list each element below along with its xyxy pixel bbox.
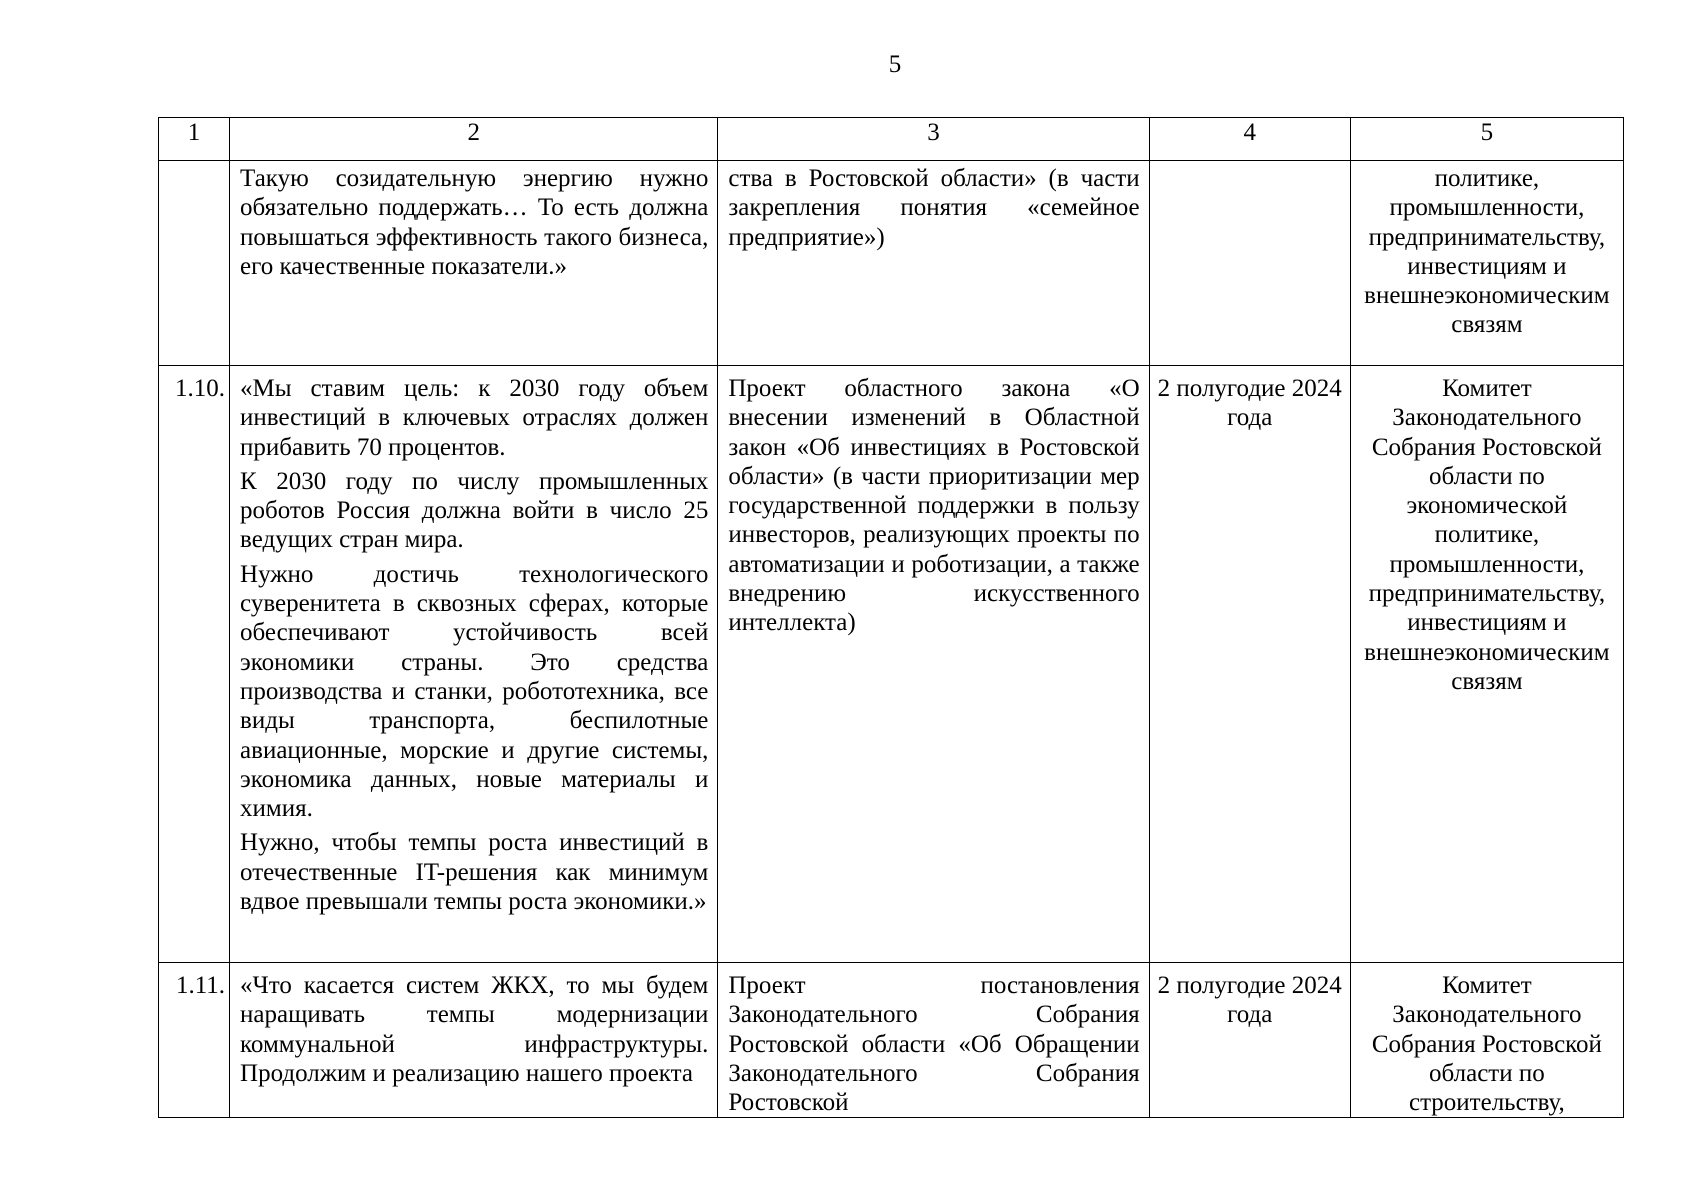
table-row	[159, 161, 1624, 366]
column-header-1: 1	[159, 118, 230, 161]
term-cell	[1149, 161, 1350, 366]
measure-cell: ства в Ростовской области» (в части закрепления понятия «семейное предприятие»)	[718, 161, 1149, 366]
quote-paragraph: Нужно достичь технологического суверенитета в сквозных сферах, которые обеспечивают устойчивость всей экономики страны. Это средства производства и станки, робототехника, все виды транспорта, беспилотные авиационные, морские и другие системы, экономика данных, новые материалы и химия.	[240, 560, 709, 823]
plan-table	[158, 117, 1624, 1118]
item-number: 1.11.	[159, 963, 230, 1118]
quote-cell	[230, 963, 718, 1118]
quote-cell	[230, 161, 718, 366]
quote-paragraph: Такую созидательную энергию нужно обязательно поддержать… То есть должна повышаться эффективность такого бизнеса, его качественные показатели.»	[240, 165, 709, 280]
measure-cell: Проект постановления Законодательного Собрания Ростовской области «Об Обращении Законодательного Собрания Ростовской	[718, 963, 1149, 1118]
responsible-cell: политике, промышленности, предпринимательству, инвестициям и внешнеэкономическим связям	[1350, 161, 1623, 366]
item-number	[159, 161, 230, 366]
responsible-cell: Комитет Законодательного Собрания Ростовской области по экономической политике, промышленности, предпринимательству, инвестициям и внешнеэкономическим связям	[1350, 366, 1623, 963]
page-number: 5	[888, 51, 902, 78]
responsible-cell: Комитет Законодательного Собрания Ростовской области по строительству,	[1350, 963, 1623, 1118]
item-number: 1.10.	[159, 366, 230, 963]
column-header-5: 5	[1350, 118, 1623, 161]
table-row	[159, 366, 1624, 963]
column-header-4: 4	[1149, 118, 1350, 161]
term-cell: 2 полугодие 2024 года	[1149, 366, 1350, 963]
quote-paragraph: К 2030 году по числу промышленных роботов Россия должна войти в число 25 ведущих стран мира.	[240, 467, 709, 554]
table-row	[159, 963, 1624, 1118]
measure-cell: Проект областного закона «О внесении изменений в Областной закон «Об инвестициях в Ростовской области» (в части приоритизации мер государственной поддержки в пользу инвесторов, реализующих проекты по автоматизации и роботизации, а также внедрению искусственного интеллекта)	[718, 366, 1149, 963]
column-number-row	[159, 118, 1624, 161]
quote-paragraph: «Что касается систем ЖКХ, то мы будем наращивать темпы модернизации коммунальной инфраструктуры. Продолжим и реализацию нашего проекта	[240, 972, 709, 1087]
column-header-3: 3	[718, 118, 1149, 161]
quote-cell	[230, 366, 718, 963]
quote-paragraph: «Мы ставим цель: к 2030 году объем инвестиций в ключевых отраслях должен прибавить 70 процентов.	[240, 375, 709, 461]
quote-paragraph: Нужно, чтобы темпы роста инвестиций в отечественные IT-решения как минимум вдвое превышали темпы роста экономики.»	[240, 829, 709, 916]
column-header-2: 2	[230, 118, 718, 161]
term-cell: 2 полугодие 2024 года	[1149, 963, 1350, 1118]
